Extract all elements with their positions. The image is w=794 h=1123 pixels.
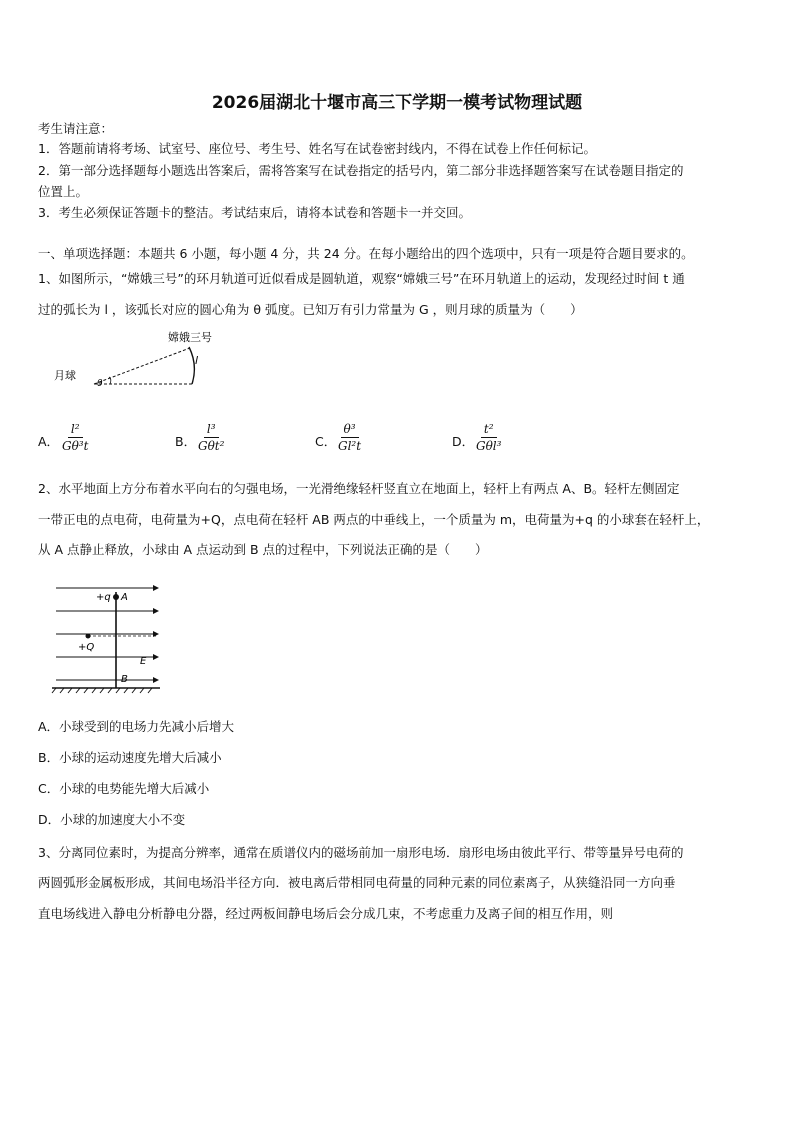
q1-option-a-label: A． xyxy=(38,434,60,449)
field-arrow-1 xyxy=(153,585,159,591)
notice-item-3: 3．考生必须保证答题卡的整洁。考试结束后，请将本试卷和答题卡一并交回。 xyxy=(38,205,471,220)
q1-line-2: 过的弧长为 l ，该弧长对应的圆心角为 θ 弧度。已知万有引力常量为 G ，则月球的质量为（ ） xyxy=(38,302,583,317)
ground-hatching xyxy=(52,688,152,693)
q2-field-diagram xyxy=(48,578,168,698)
q1-option-b-denominator: Gθt² xyxy=(198,439,225,453)
q1-option-d-label: D． xyxy=(452,434,475,449)
q3-line-2: 两圆弧形金属板形成，其间电场沿半径方向．被电离后带相同电荷量的同种元素的同位素离子，从狭缝沿同一方向垂 xyxy=(38,875,676,890)
radius-line-slanted xyxy=(94,348,190,384)
notice-heading: 考生请注意： xyxy=(38,121,114,136)
small-ball xyxy=(113,594,119,600)
arc-length-label: l xyxy=(195,354,199,367)
point-b-label: B xyxy=(121,674,128,685)
q3-line-1: 3、分离同位素时，为提高分辨率，通常在质谱仪内的磁场前加一扇形电场．扇形电场由彼此平行、带等量异号电荷的 xyxy=(38,845,684,860)
q1-option-c-denominator: Gl²t xyxy=(338,439,362,453)
q2-line-2: 一带正电的点电荷，电荷量为+Q，点电荷在轻杆 AB 两点的中垂线上，一个质量为 m，电荷量为+q 的小球套在轻杆上， xyxy=(38,512,710,527)
q2-line-3: 从 A 点静止释放，小球由 A 点运动到 B 点的过程中，下列说法正确的是（ ） xyxy=(38,542,488,557)
q1-option-b-label: B． xyxy=(175,434,197,449)
notice-item-2: 2．第一部分选择题每小题选出答案后，需将答案写在试卷指定的括号内，第二部分非选择题答案写在试卷题目指定的 xyxy=(38,163,684,178)
q1-option-b-formula xyxy=(198,422,224,453)
q1-line-1: 1、如图所示，“嫦娥三号”的环月轨道可近似看成是圆轨道，观察“嫦娥三号”在环月轨道上的运动，发现经过时间 t 通 xyxy=(38,271,685,286)
field-arrow-4 xyxy=(153,654,159,660)
q1-option-c-label: C． xyxy=(315,434,337,449)
q1-option-d-formula xyxy=(476,422,501,453)
point-charge xyxy=(86,634,91,639)
orbit-arc xyxy=(189,347,194,384)
q1-option-d-numerator: t² xyxy=(481,422,497,438)
q-label: +q xyxy=(96,592,111,603)
field-e-label: E xyxy=(140,656,147,667)
q1-option-c-numerator: θ³ xyxy=(341,422,359,438)
q1-option-c-formula xyxy=(338,422,361,453)
craft-label: 嫦娥三号 xyxy=(168,331,212,344)
moon-label: 月球 xyxy=(54,369,76,382)
q1-option-b-numerator: l³ xyxy=(204,422,219,438)
field-arrow-2 xyxy=(153,608,159,614)
q1-orbit-diagram xyxy=(50,328,240,393)
q3-line-3: 直电场线进入静电分析静电分器，经过两板间静电场后会分成几束，不考虑重力及离子间的相互作用，则 xyxy=(38,906,614,921)
q1-option-a-formula xyxy=(62,422,88,453)
notice-item-1: 1．答题前请将考场、试室号、座位号、考生号、姓名写在试卷密封线内，不得在试卷上作任何标记。 xyxy=(38,141,596,156)
page-title: 2026届湖北十堰市高三下学期一模考试物理试题 xyxy=(211,93,583,113)
point-a-label: A xyxy=(121,592,128,603)
q2-option-d: D．小球的加速度大小不变 xyxy=(38,812,186,827)
notice-item-2-cont: 位置上。 xyxy=(38,184,89,199)
q2-option-b: B．小球的运动速度先增大后减小 xyxy=(38,750,222,765)
q2-option-a: A．小球受到的电场力先减小后增大 xyxy=(38,719,235,734)
q1-option-a-numerator: l² xyxy=(68,422,83,438)
q1-option-d-denominator: Gθl³ xyxy=(476,439,502,453)
q2-option-c: C．小球的电势能先增大后减小 xyxy=(38,781,210,796)
Q-label: +Q xyxy=(78,642,95,653)
field-arrow-5 xyxy=(153,677,159,683)
section-heading: 一、单项选择题：本题共 6 小题，每小题 4 分，共 24 分。在每小题给出的四个选项中，只有一项是符合题目要求的。 xyxy=(38,246,694,261)
angle-label: θ xyxy=(97,379,103,389)
q2-line-1: 2、水平地面上方分布着水平向右的匀强电场，一光滑绝缘轻杆竖直立在地面上，轻杆上有两点 A、B。轻杆左侧固定 xyxy=(38,481,680,496)
q1-option-a-denominator: Gθ³t xyxy=(62,439,89,453)
